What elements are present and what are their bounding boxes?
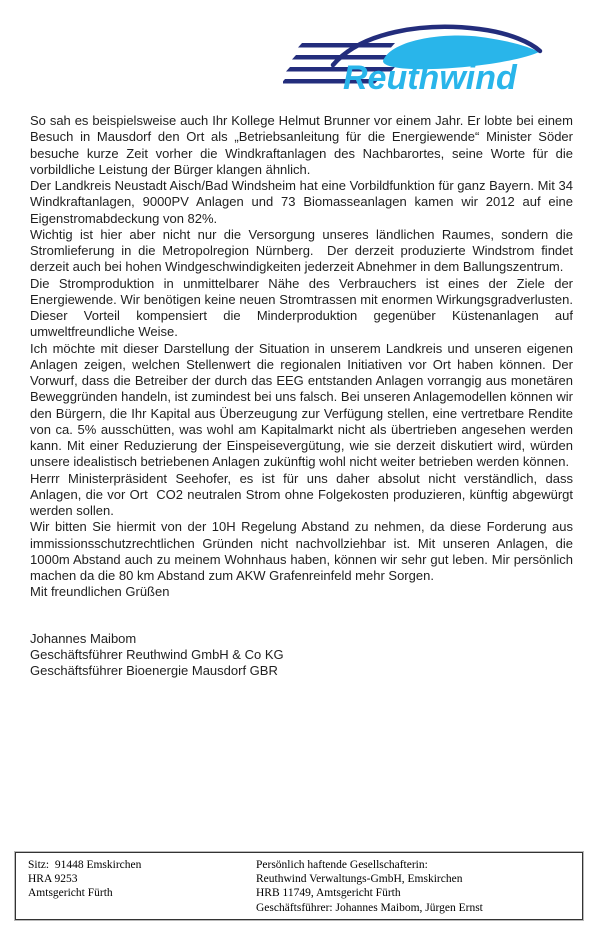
imprint-partner-label: Persönlich haftende Gesellschafterin: bbox=[256, 859, 428, 871]
imprint-right-column bbox=[256, 858, 576, 915]
signature-block bbox=[30, 631, 573, 680]
paragraph-6: Herrr Ministerpräsident Seehofer, es ist für uns daher absolut nicht verständlich, dass Anlagen, die vor Ort CO2 neutralen Strom ohne Folgekosten produzieren, künftig abgewürgt werden sollen. bbox=[30, 470, 573, 518]
paragraph-3: Wichtig ist hier aber nicht nur die Versorgung unseres ländlichen Raumes, sondern die Stromlieferung in die Metropolregion Nürnberg. Der derzeit produzierte Windstrom findet derzeit auch bei hohen Windgeschwindigkeiten jederzeit Abnehmer in dem Ballungszentrum. bbox=[30, 226, 573, 275]
signatory-title-2: Geschäftsführer Bioenergie Mausdorf GBR bbox=[30, 663, 278, 678]
paragraph-4: Die Stromproduktion in unmittelbarer Nähe des Verbrauchers ist eines der Ziele der Energiewende. Wir benötigen keine neuen Stromtrassen mit enormen Wirkungsgradverlusten. Dieser Vorteil kompensiert die Minderproduktion gegenüber Küstenanlagen auf umweltfreundliche Weise. bbox=[30, 275, 573, 340]
imprint-hra: HRA 9253 bbox=[28, 873, 78, 886]
imprint-box bbox=[15, 852, 583, 920]
reuthwind-logo-icon bbox=[283, 20, 577, 104]
imprint-seat: Sitz: 91448 Emskirchen bbox=[28, 859, 142, 871]
imprint-hrb: HRB 11749, Amtsgericht Fürth bbox=[256, 887, 401, 900]
letter-body bbox=[30, 113, 573, 679]
signatory-name: Johannes Maibom bbox=[30, 630, 137, 646]
closing-salutation: Mit freundlichen Grüßen bbox=[30, 584, 170, 600]
paragraph-5: Ich möchte mit dieser Darstellung der Situation in unserem Landkreis und unseren eigenen Anlagen zeigen, welchen Stellenwert die regionalen Initiativen vor Ort haben können. Der Vorwurf, dass die Betreiber der durch das EEG entstanden Anlagen vorrangig aus monetären Beweggründen handeln, ist zumindest bei uns falsch. Bei unseren Anlagemodellen können wir den Bürgern, die Ihr Kapital aus Überzeugung zur Verfügung stellen, eine vertretbare Rendite von ca. 5% ausschütten, was wohl am Kapitalmarkt nicht als übertrieben angesehen werden kann. Mit einer Reduzierung der Einspeisevergütung, wie sie derzeit diskutiert wird, würden unsere idealistisch betriebenen Anlagen zukünftig wohl nicht weiter betrieben werden können. bbox=[30, 340, 573, 470]
paragraph-2: Der Landkreis Neustadt Aisch/Bad Windsheim hat eine Vorbildfunktion für ganz Bayern. Mit 34 Windkraftanlagen, 9000PV Anlagen und 73 Biomasseanlagen kamen wir 2012 auf eine Eigenstromabdeckung von 82%. bbox=[30, 178, 573, 226]
imprint-managers: Geschäftsführer: Johannes Maibom, Jürgen Ernst bbox=[256, 901, 483, 914]
paragraph-1: So sah es beispielsweise auch Ihr Kollege Helmut Brunner vor einem Jahr. Er lobte bei einem Besuch in Mausdorf den Ort als „Betriebsanleitung für die Energiewende“ Minister Söder besuche kurze Zeit vorher die Windkraftanlagen des Nachbarortes, seine Worte für die vorbildliche Leistung der Bürger klangen ähnlich. bbox=[30, 113, 573, 177]
company-logo bbox=[283, 20, 577, 104]
imprint-court: Amtsgericht Fürth bbox=[28, 887, 113, 900]
logo-wordmark: Reuthwind bbox=[343, 59, 517, 97]
imprint-partner-name: Reuthwind Verwaltungs-GmbH, Emskirchen bbox=[256, 873, 463, 886]
paragraph-7: Wir bitten Sie hiermit von der 10H Regelung Abstand zu nehmen, da diese Forderung aus immissionsschutzrechtlichen Gründen nicht nachvollziehbar ist. Mit unseren Anlagen, die 1000m Abstand auch zu meinem Wohnhaus haben, können wir sehr gut leben. Mir persönlich machen da die 80 km Abstand zum AKW Grafenreinfeld mehr Sorgen. bbox=[30, 519, 573, 583]
imprint-left-column bbox=[28, 858, 256, 901]
signatory-title-1: Geschäftsführer Reuthwind GmbH & Co KG bbox=[30, 646, 284, 662]
